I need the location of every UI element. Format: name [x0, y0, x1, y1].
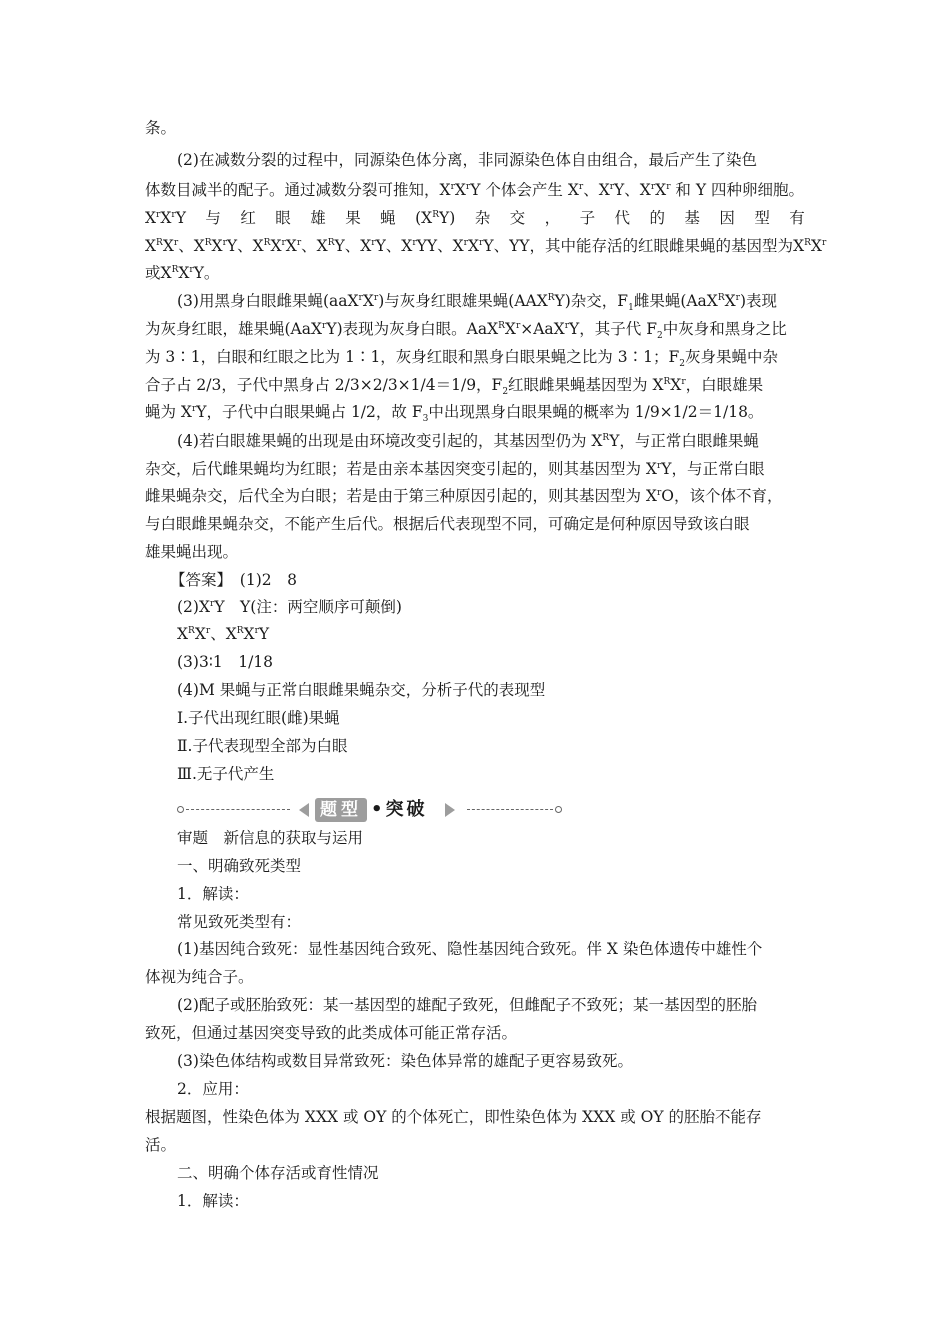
answer-line-1: 【答案】 (1)2 8 [170, 571, 297, 589]
subheading: 2．应用： [177, 1080, 249, 1098]
answer-line-2: $(2)X^rY$ Y(注：两空顺序可颠倒) [177, 598, 402, 616]
paragraph-3-line-4: 合子占 2/3，子代中黑身占 2/3×2/3×1/4＝1/9，$F_2$红眼雌果蝇基因型为 $X^RX^r$，白眼雄果 [145, 376, 764, 398]
paragraph-3-line-5: 蝇为 $X^rY$，子代中白眼果蝇占 1/2，故 $F_3$中出现黑身白眼果蝇的概率为 1/9×1/2＝1/18。 [145, 403, 764, 425]
heading-1: 一、明确致死类型 [177, 857, 302, 875]
answer-line-6: Ⅰ.子代出现红眼(雌)果蝇 [177, 709, 340, 727]
paragraph-4-line-1: (4)若白眼雄果蝇的出现是由环境改变引起的，其基因型仍为 $X^RY$，与正常白眼雌果蝇 [177, 432, 759, 450]
text-line: 根据题图，性染色体为 XXX 或 OY 的个体死亡，即性染色体为 XXX 或 OY 的胚胎不能存 [145, 1108, 762, 1126]
divider-dash [186, 809, 290, 810]
subheading: 1．解读： [177, 885, 249, 903]
heading-2: 二、明确个体存活或育性情况 [177, 1164, 379, 1182]
answer-line-5: (4)M 果蝇与正常白眼雌果蝇杂交，分析子代的表现型 [177, 681, 546, 699]
subheading: 1．解读： [177, 1192, 249, 1210]
answer-line-3: $X^RX^r$、$X^RX^rY$ [177, 625, 270, 643]
text-line: 常见致死类型有： [177, 913, 302, 931]
paragraph-2-line-4: $X^RX^r$、$X^RX^rY$、$X^RX^rX^r$、$X^RY$、$X^rY$、$X^rYY$、$X^rX^rY$、YY，其中能存活的红眼雌果蝇的基因型为$X^RX^r$ [145, 237, 827, 255]
text-line: (1)基因纯合致死：显性基因纯合致死、隐性基因纯合致死。伴 X 染色体遗传中雄性个 [177, 940, 763, 958]
paragraph-4-line-3: 雌果蝇杂交，后代全为白眼；若是由于第三种原因引起的，则其基因型为 $X^rO$，该个体不育， [145, 487, 783, 505]
section-title: 审题 新信息的获取与运用 [177, 829, 364, 847]
paragraph-4-line-2: 杂交，后代雌果蝇均为红眼；若是由亲本基因突变引起的，则其基因型为 $X^rY$，与正常白眼 [145, 460, 765, 478]
paragraph-3-line-3: 为 3∶1，白眼和红眼之比为 1∶1，灰身红眼和黑身白眼果蝇之比为 3∶1；$F_2$灰身果蝇中杂 [145, 348, 778, 370]
left-triangle-icon [299, 803, 309, 817]
text-line: 体视为纯合子。 [145, 968, 254, 986]
divider-dot-icon [555, 806, 562, 813]
text-line: (2)配子或胚胎致死：某一基因型的雄配子致死，但雌配子不致死；某一基因型的胚胎 [177, 996, 757, 1014]
paragraph-4-line-4: 与白眼雌果蝇杂交，不能产生后代。根据后代表现型不同，可确定是何种原因导致该白眼 [145, 515, 750, 533]
paragraph-2-line-5: 或$X^RX^rY$。 [145, 264, 220, 282]
answer-line-8: Ⅲ.无子代产生 [177, 765, 275, 783]
paragraph-2-line-1: (2)在减数分裂的过程中，同源染色体分离，非同源染色体自由组合，最后产生了染色 [177, 151, 757, 169]
text-line: 致死，但通过基因突变导致的此类成体可能正常存活。 [145, 1024, 518, 1042]
text-line: 条。 [145, 119, 177, 137]
right-triangle-icon [445, 803, 455, 817]
answer-line-7: Ⅱ.子代表现型全部为白眼 [177, 737, 348, 755]
paragraph-2-line-2: 体数目减半的配子。通过减数分裂可推知，$X^rX^rY$ 个体会产生 $X^r$、$X^rY$、$X^rX^r$ 和 Y 四种卵细胞。 [145, 181, 805, 199]
paragraph-3-line-2: 为灰身红眼，雄果蝇(AaX$^r$Y)表现为灰身白眼。$AaX^RX^r\times AaX^rY$，其子代 $F_2$中灰身和黑身之比 [145, 320, 787, 342]
answer-label: 【答案】 [170, 571, 225, 589]
divider-dot-icon [177, 806, 184, 813]
paragraph-3-line-1: (3)用黑身白眼雌果蝇$(aaX^rX^r)$与灰身红眼雄果蝇$(AAX^RY)$杂交，$F_1$雌果蝇$(AaX^RX^r)$表现 [177, 292, 778, 314]
paragraph-4-line-5: 雄果蝇出现。 [145, 543, 239, 561]
divider-dash [467, 809, 553, 810]
answer-line-4: (3)3∶1 1/18 [177, 653, 274, 671]
section-banner-text: •突破 [371, 799, 428, 820]
section-divider [177, 796, 565, 824]
text-line: 活。 [145, 1136, 177, 1154]
text-line: (3)染色体结构或数目异常致死：染色体异常的雄配子更容易致死。 [177, 1052, 633, 1070]
section-badge: 题型 [315, 798, 367, 822]
paragraph-2-line-3: $X^rX^rY$ 与 红 眼 雄 果 蝇 $(X^RY)$ 杂 交 ， 子 代 的 基 因 型 有 [145, 209, 805, 227]
